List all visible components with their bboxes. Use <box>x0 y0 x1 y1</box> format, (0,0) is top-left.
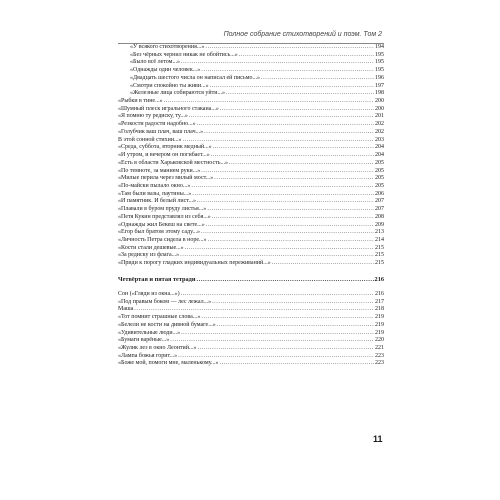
toc-entry-title: «Петя Кукин представлял из себя...» <box>118 213 211 220</box>
toc-entry-page: 200 <box>375 105 384 112</box>
toc-leader-dots <box>197 121 374 129</box>
toc-entry-title: «За редиску из флага...» <box>118 252 180 259</box>
toc-spacer <box>118 283 384 291</box>
toc-leader-dots <box>212 299 374 307</box>
toc-leader-dots <box>170 337 374 345</box>
toc-entry <box>118 98 384 106</box>
toc-entry <box>118 291 384 299</box>
toc-entry-page: 196 <box>375 74 384 81</box>
toc-leader-dots <box>201 168 374 176</box>
toc-entry-title: «Резкости радости надобно...» <box>118 121 196 128</box>
toc-entry-page: 197 <box>375 82 384 89</box>
toc-entry <box>118 152 384 160</box>
toc-entry-page: 220 <box>375 337 384 344</box>
toc-leader-dots <box>214 175 374 183</box>
toc-section-heading <box>118 276 384 284</box>
toc-entry <box>118 360 384 368</box>
toc-entry-page: 208 <box>375 213 384 220</box>
toc-entry-page: 221 <box>375 345 384 352</box>
toc-entry <box>118 44 384 52</box>
toc-entry-title: «Среда, суббота, вторник медный...» <box>118 144 212 151</box>
toc-entry-page: 205 <box>375 175 384 182</box>
toc-leader-dots <box>201 229 374 237</box>
toc-leader-dots <box>213 144 374 152</box>
toc-entry-page: 215 <box>375 260 384 267</box>
toc-entry <box>118 90 384 98</box>
toc-entry-title: «Егор был братом этому саду...» <box>118 229 200 236</box>
toc-entry <box>118 306 384 314</box>
toc-entry <box>118 175 384 183</box>
toc-leader-dots <box>180 252 374 260</box>
toc-leader-dots <box>217 322 374 330</box>
toc-entry-page: 223 <box>375 352 384 359</box>
toc-entry <box>118 337 384 345</box>
toc-entry-title: «Однажды один человек...» <box>130 67 201 74</box>
toc-leader-dots <box>220 360 374 368</box>
toc-entry-title: «Есть в области Харьковской местность...» <box>118 159 228 166</box>
toc-entry-page: 204 <box>375 144 384 151</box>
toc-entry-title: «Смотри спокойно ты живи...» <box>130 82 209 89</box>
toc-entry <box>118 214 384 222</box>
toc-entry-title: «Жулик лез в окно Леонтий...» <box>118 345 197 352</box>
toc-entry <box>118 183 384 191</box>
toc-entry-title: Сон («Гляди из окна...») <box>118 291 180 297</box>
toc-entry-title: «У всякого стихотворения...» <box>130 44 205 50</box>
toc-entry-page: 205 <box>375 167 384 174</box>
toc-entry-title: «Шумный плеск игрального стакана...» <box>118 105 219 112</box>
toc-entry-title: «Однажды жил Бекеш на свете...» <box>118 221 205 228</box>
toc-leader-dots <box>181 291 374 299</box>
toc-leader-dots <box>207 206 374 214</box>
toc-entry <box>118 330 384 338</box>
toc-entry-title: «Там были вазы, паутины...» <box>118 190 192 197</box>
toc-entry <box>118 52 384 60</box>
toc-leader-dots <box>210 83 374 91</box>
toc-entry <box>118 345 384 353</box>
toc-leader-dots <box>226 90 374 98</box>
toc-entry <box>118 260 384 268</box>
toc-entry-title: «Удивительные люди...» <box>118 329 181 336</box>
toc-entry <box>118 314 384 322</box>
toc-entry <box>118 121 384 129</box>
toc-entry-page: 218 <box>375 306 384 313</box>
toc-entry-page: 195 <box>375 67 384 74</box>
toc-leader-dots <box>272 260 374 268</box>
toc-entry-title: «Лампа божья горит...» <box>118 352 178 359</box>
toc-entry <box>118 106 384 114</box>
toc-leader-dots <box>211 152 374 160</box>
toc-entry-title: «Кости стали дешевые...» <box>118 244 184 251</box>
toc-entry-page: 200 <box>375 98 384 105</box>
toc-entry <box>118 206 384 214</box>
toc-entry <box>118 322 384 330</box>
toc-entry-page: 207 <box>375 198 384 205</box>
toc-leader-dots <box>185 245 374 253</box>
running-head: Полное собрание стихотворений и поэм. Том 2 <box>223 31 382 38</box>
toc-leader-dots <box>261 75 374 83</box>
toc-entry-page: 209 <box>375 221 384 228</box>
toc-leader-dots <box>205 44 374 52</box>
toc-entry-page: 198 <box>375 90 384 97</box>
toc-entry-title: В этой сонной стихии...» <box>118 136 182 143</box>
toc-entry-page: 213 <box>375 229 384 236</box>
toc-entry-title: «Плавали в буром пруду листья...» <box>118 206 207 213</box>
toc-leader-dots <box>201 67 374 75</box>
toc-leader-dots <box>197 198 374 206</box>
toc-entry <box>118 229 384 237</box>
toc-entry-title: «Под правым боком — лес лежал...» <box>118 298 212 305</box>
toc-leader-dots <box>206 222 374 230</box>
toc-entry <box>118 67 384 75</box>
toc-entry-page: 223 <box>375 360 384 367</box>
toc-entry-title: «По темноте, за манием руки...» <box>118 167 201 174</box>
toc-entry-title: «И памятник. И белый лист...» <box>118 198 196 205</box>
toc-entry-page: 202 <box>375 121 384 128</box>
toc-leader-dots <box>192 191 374 199</box>
toc-entry <box>118 59 384 67</box>
toc-entry-title: «Приди к порогу гладких индивидуальных переживаний...» <box>118 260 271 267</box>
toc-entry-title: «Рыбки в тине...» <box>118 98 163 105</box>
toc-leader-dots <box>229 160 374 168</box>
toc-entry-title: «Тот помнит страшные слова...» <box>118 314 201 321</box>
toc-leader-dots <box>220 106 374 114</box>
toc-entry-page: 219 <box>375 321 384 328</box>
toc-entry <box>118 75 384 83</box>
toc-entry-title: «Голубчик ваш плач, ваш плач...» <box>118 128 204 135</box>
toc-entry-page: 203 <box>375 136 384 143</box>
toc-entry <box>118 237 384 245</box>
toc-leader-dots <box>239 52 374 60</box>
toc-entry <box>118 129 384 137</box>
toc-leader-dots <box>164 98 374 106</box>
toc-leader-dots <box>201 314 374 322</box>
toc-entry-title: «По-майски пылало окно...» <box>118 182 191 189</box>
toc-entry-page: 195 <box>375 59 384 66</box>
toc-entry-page: 206 <box>375 190 384 197</box>
toc-entry-title: «Без чёрных чернил никак не обойтись...» <box>130 51 238 58</box>
toc-entry-page: 195 <box>375 51 384 58</box>
toc-leader-dots <box>181 59 374 67</box>
toc-entry <box>118 160 384 168</box>
toc-entry-title: «Бумаги варёные...» <box>118 337 170 344</box>
table-of-contents <box>118 44 384 368</box>
toc-entry-title: «Было всё летом...» <box>130 59 180 66</box>
toc-leader-dots <box>189 113 374 121</box>
toc-leader-dots <box>204 129 374 137</box>
toc-entry-title: «Я помню ту редиску, ту...» <box>118 113 188 120</box>
toc-entry-title: «Личность Петра сидела в норе...» <box>118 236 207 243</box>
toc-entry-page: 205 <box>375 159 384 166</box>
toc-entry <box>118 144 384 152</box>
toc-leader-dots <box>196 276 373 284</box>
toc-entry-page: 204 <box>375 152 384 159</box>
toc-leader-dots <box>197 345 374 353</box>
toc-entry-title: «Двадцать шестого числа он написал ей письмо...» <box>130 74 261 81</box>
toc-spacer <box>118 268 384 276</box>
toc-entry <box>118 252 384 260</box>
toc-entry-title: «Белели не кости на дивной бумаге...» <box>118 321 216 328</box>
toc-entry-page: 216 <box>375 291 384 297</box>
toc-entry-page: 202 <box>375 128 384 135</box>
toc-leader-dots <box>208 237 375 245</box>
toc-entry-page: 215 <box>375 244 384 251</box>
toc-entry <box>118 299 384 307</box>
page-number: 11 <box>373 434 383 444</box>
toc-entry-page: 219 <box>375 314 384 321</box>
toc-entry-page: 207 <box>375 206 384 213</box>
toc-leader-dots <box>134 306 374 314</box>
toc-entry-title: Четвёртая и пятая тетради <box>118 275 196 283</box>
toc-entry-page: 216 <box>374 275 384 283</box>
toc-entry-page: 217 <box>375 298 384 305</box>
toc-entry-page: 215 <box>375 252 384 259</box>
toc-entry-title: «Милые перила через милый мост...» <box>118 175 214 182</box>
toc-leader-dots <box>212 214 374 222</box>
toc-entry-title: «Железные лица собираются уйти...» <box>130 90 225 97</box>
toc-entry-title: «Боже мой, помоги мне, маленькому...» <box>118 360 219 367</box>
toc-entry-page: 201 <box>375 113 384 120</box>
toc-leader-dots <box>191 183 374 191</box>
toc-entry-title: Маша <box>118 306 134 313</box>
toc-entry-page: 219 <box>375 329 384 336</box>
toc-entry-page: 214 <box>375 236 384 243</box>
toc-entry <box>118 198 384 206</box>
toc-leader-dots <box>181 330 374 338</box>
toc-entry-page: 194 <box>375 44 384 50</box>
toc-entry-title: «И утром, и вечером он погибает...» <box>118 152 210 159</box>
toc-entry-page: 205 <box>375 182 384 189</box>
